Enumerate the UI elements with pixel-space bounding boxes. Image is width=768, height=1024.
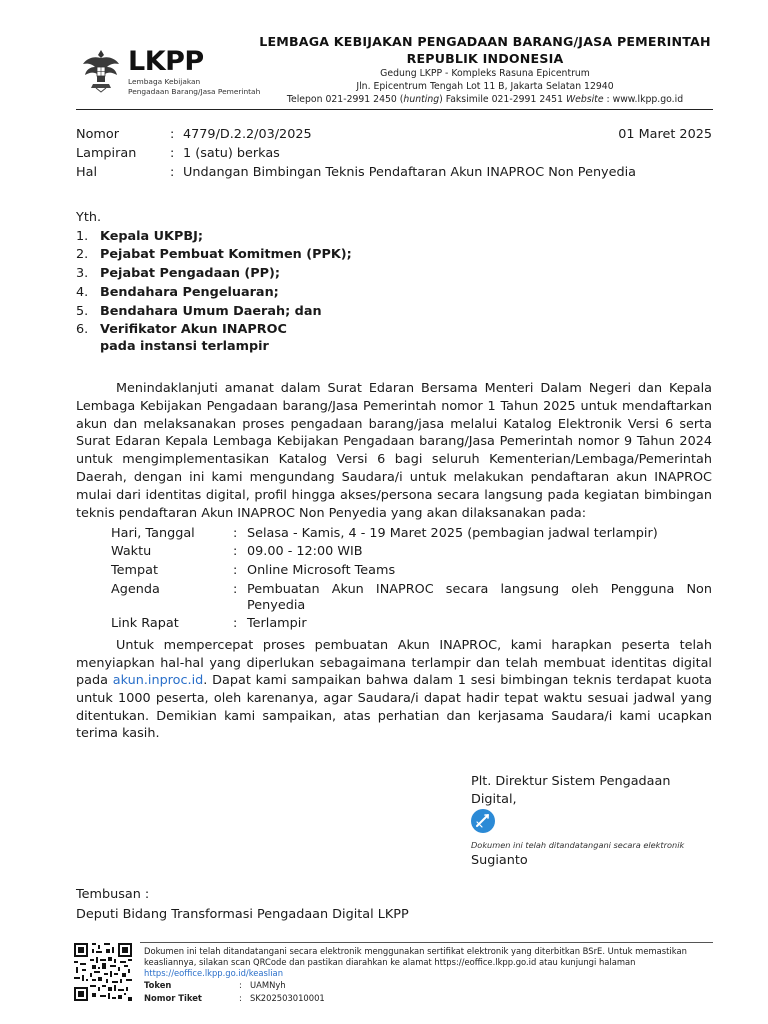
website-value: : www.lkpp.go.id [603, 94, 684, 105]
hal-label: Hal [76, 165, 98, 180]
recipient-item: Bendahara Pengeluaran; [100, 285, 279, 300]
org-contact-line [258, 93, 712, 106]
org-country: REPUBLIK INDONESIA [406, 51, 564, 66]
signatory-name: Sugianto [471, 853, 528, 868]
body-paragraph-2-rest [76, 672, 712, 743]
letter-date: 01 Maret 2025 [618, 127, 712, 142]
lampiran-label: Lampiran [76, 146, 137, 161]
verification-link[interactable]: https://eoffice.lkpp.go.id/keaslian [144, 968, 283, 978]
recipient-item: Pejabat Pembuat Komitmen (PPK); [100, 247, 352, 262]
org-address-building: Gedung LKPP - Kompleks Rasuna Epicentrum [380, 68, 590, 79]
logo-subtitle-line: Pengadaan Barang/Jasa Pemerintah [128, 87, 261, 96]
schedule-value: Selasa - Kamis, 4 - 19 Maret 2025 (pembagian jadwal terlampir) [247, 526, 658, 541]
salutation: Yth. [76, 210, 102, 225]
hal-value: Undangan Bimbingan Teknis Pendaftaran Akun INAPROC Non Penyedia [183, 165, 637, 180]
org-address-street: Jln. Epicentrum Tengah Lot 11 B, Jakarta Selatan 12940 [356, 81, 614, 92]
recipient-number: 6. [76, 322, 89, 337]
recipient-item: Verifikator Akun INAPROC [100, 322, 287, 337]
schedule-label: Hari, Tanggal [111, 526, 195, 541]
lkpp-logo-subtitle [128, 77, 260, 97]
ticket-value: SK202503010001 [250, 993, 325, 1003]
body-paragraph-2-line-1: Untuk mempercepat proses pembuatan Akun INAPROC, kami harapkan peserta telah [116, 638, 712, 653]
logo-subtitle-line: Lembaga Kebijakan [128, 77, 201, 86]
header-divider [76, 109, 713, 110]
schedule-value: Online Microsoft Teams [247, 563, 396, 578]
nomor-label: Nomor [76, 127, 119, 142]
schedule-label: Waktu [111, 544, 152, 559]
org-title: LEMBAGA KEBIJAKAN PENGADAAN BARANG/JASA PEMERINTAH [259, 34, 711, 49]
phone-hunting-text: hunting [403, 94, 440, 105]
website-label: Website [565, 94, 604, 105]
signatory-title-continued: Digital, [471, 792, 517, 807]
ticket-label: Nomor Tiket [144, 993, 202, 1003]
fax-text: ) Faksimile 021-2991 2451 [439, 94, 566, 105]
footer-note: Dokumen ini telah ditandatangani secara elektronik menggunakan sertifikat elektronik yang diterbitkan BSrE. Untuk memastikan [144, 946, 687, 956]
phone-text: Telepon 021-2991 2450 ( [286, 94, 404, 105]
colon: : [170, 146, 175, 161]
esign-note: Dokumen ini telah ditandatangani secara elektronik [471, 840, 685, 850]
colon: : [233, 616, 238, 631]
colon: : [233, 582, 238, 597]
tembusan-label: Tembusan : [76, 887, 150, 902]
garuda-emblem-icon [80, 46, 122, 94]
footer-divider [140, 942, 713, 943]
schedule-label: Agenda [111, 582, 160, 597]
colon: : [239, 993, 242, 1003]
recipient-number: 4. [76, 285, 89, 300]
lkpp-logo-text: LKPP [128, 46, 204, 77]
recipient-number: 5. [76, 304, 89, 319]
footer-note: keasliannya, silakan scan QRCode dan pastikan diarahkan ke alamat https://eoffice.lkpp.go.id atau kunjungi halaman [144, 957, 636, 967]
body-paragraph-1: Menindaklanjuti amanat dalam Surat Edaran Bersama Menteri Dalam Negeri dan Kepala Lembaga Kebijakan Pengadaan barang/Jasa Pemerintah nomor 1 Tahun 2025 untuk mendaftarkan akun dan melaksanakan proses pengadaan barang/jasa melalui Katalog Elektronik Versi 6 serta Surat Edaran Kepala Lembaga Kebijakan Pengadaan barang/Jasa Pemerintah nomor 9 Tahun 2024 untuk mengimplementasikan Katalog Versi 6 bagi seluruh Kementerian/Lembaga/Pemerintah Daerah, dengan ini kami mengundang Saudara/i untuk melakukan pendaftaran akun INAPROC mulai dari identitas digital, profil hingga akses/persona secara langsung pada kegiatan bimbingan teknis pendaftaran Akun INAPROC Non Penyedia yang akan dilaksanakan pada: [76, 381, 712, 521]
colon: : [170, 127, 175, 142]
recipient-number: 1. [76, 229, 89, 244]
schedule-label: Tempat [111, 563, 158, 578]
token-label: Token [144, 980, 172, 990]
recipient-item: Kepala UKPBJ; [100, 229, 203, 244]
organization-header [258, 33, 712, 106]
esign-badge-icon [471, 809, 495, 833]
nomor-value: 4779/D.2.2/03/2025 [183, 127, 312, 142]
body-paragraph-2-line-2: menyiapkan hal-hal yang diperlukan sebagaimana terlampir dan telah membuat identitas digital [76, 656, 712, 671]
schedule-value: Pembuatan Akun INAPROC secara langsung oleh Pengguna Non [247, 582, 712, 597]
lampiran-value: 1 (satu) berkas [183, 146, 280, 161]
colon: : [233, 526, 238, 541]
recipient-suffix: pada instansi terlampir [100, 339, 269, 354]
tembusan-item: Deputi Bidang Transformasi Pengadaan Digital LKPP [76, 907, 409, 922]
recipient-number: 2. [76, 247, 89, 262]
paragraph-text: . Dapat kami sampaikan bahwa dalam 1 sesi bimbingan teknis terdapat kuota untuk 1000 peserta, oleh karenanya, agar Saudara/i dapat hadir tepat waktu sesuai jadwal yang ditentukan. Demikian kami sampaikan, atas perhatian dan kerjasama Saudara/i kami ucapkan terima kasih. [76, 673, 713, 742]
token-value: UAMNyh [250, 980, 286, 990]
qr-code-icon[interactable] [74, 943, 132, 1001]
recipient-number: 3. [76, 266, 89, 281]
schedule-value: 09.00 - 12:00 WIB [247, 544, 363, 559]
colon: : [239, 980, 242, 990]
colon: : [170, 165, 175, 180]
paragraph-text: pada [76, 673, 113, 688]
akun-inaproc-link[interactable]: akun.inproc.id [112, 673, 204, 688]
colon: : [233, 563, 238, 578]
recipient-item: Bendahara Umum Daerah; dan [100, 304, 322, 319]
signatory-title: Plt. Direktur Sistem Pengadaan [471, 774, 671, 789]
schedule-value: Terlampir [247, 616, 307, 631]
recipient-item: Pejabat Pengadaan (PP); [100, 266, 280, 281]
colon: : [233, 544, 238, 559]
schedule-value-continued: Penyedia [247, 598, 306, 613]
schedule-label: Link Rapat [111, 616, 179, 631]
